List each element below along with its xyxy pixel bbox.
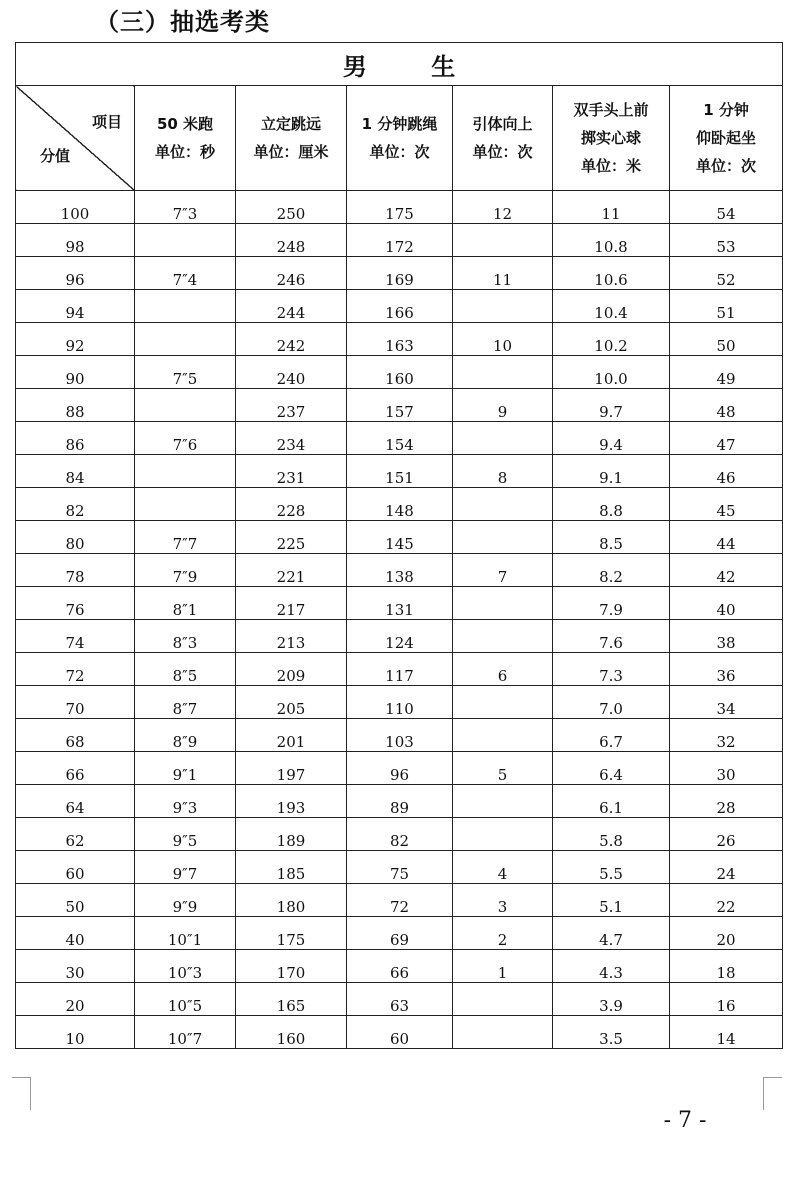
value-cell: 244 [236, 290, 347, 323]
column-header-line: 掷实心球 [580, 129, 641, 147]
value-cell: 10.0 [553, 356, 670, 389]
value-cell: 9.7 [553, 389, 670, 422]
score-cell: 84 [16, 455, 135, 488]
score-cell: 98 [16, 224, 135, 257]
column-header-line: 单位：米 [580, 157, 641, 175]
value-cell: 231 [236, 455, 347, 488]
column-header-line: 引体向上 [472, 115, 533, 133]
score-cell: 62 [16, 818, 135, 851]
value-cell: 53 [670, 224, 783, 257]
value-cell: 9″5 [135, 818, 236, 851]
value-cell: 5.5 [553, 851, 670, 884]
score-cell: 94 [16, 290, 135, 323]
column-header-line: 单位：次 [472, 143, 533, 161]
value-cell: 5.1 [553, 884, 670, 917]
value-cell: 205 [236, 686, 347, 719]
page-number: - 7 - [663, 1108, 707, 1133]
value-cell: 160 [236, 1016, 347, 1049]
value-cell: 10.8 [553, 224, 670, 257]
value-cell: 2 [453, 917, 553, 950]
table-row [16, 257, 783, 290]
table-row [16, 389, 783, 422]
table-row [16, 884, 783, 917]
value-cell: 14 [670, 1016, 783, 1049]
value-cell [453, 224, 553, 257]
score-cell: 76 [16, 587, 135, 620]
value-cell: 189 [236, 818, 347, 851]
value-cell: 163 [347, 323, 453, 356]
value-cell: 4.3 [553, 950, 670, 983]
column-header-line: 双手头上前 [573, 101, 649, 119]
value-cell: 148 [347, 488, 453, 521]
column-header-line: 单位：秒 [154, 143, 215, 161]
table-row [16, 323, 783, 356]
table-row [16, 950, 783, 983]
value-cell: 32 [670, 719, 783, 752]
score-cell: 66 [16, 752, 135, 785]
diagonal-header-cell [16, 86, 135, 191]
value-cell: 7 [453, 554, 553, 587]
score-cell: 86 [16, 422, 135, 455]
value-cell: 4.7 [553, 917, 670, 950]
value-cell: 8″5 [135, 653, 236, 686]
score-cell: 88 [16, 389, 135, 422]
value-cell: 3 [453, 884, 553, 917]
value-cell [453, 422, 553, 455]
value-cell: 63 [347, 983, 453, 1016]
value-cell: 3.5 [553, 1016, 670, 1049]
value-cell: 165 [236, 983, 347, 1016]
column-header-line: 单位：厘米 [253, 143, 329, 161]
value-cell: 7.6 [553, 620, 670, 653]
value-cell: 45 [670, 488, 783, 521]
value-cell: 22 [670, 884, 783, 917]
value-cell [135, 323, 236, 356]
value-cell: 242 [236, 323, 347, 356]
value-cell: 75 [347, 851, 453, 884]
score-cell: 10 [16, 1016, 135, 1049]
value-cell: 170 [236, 950, 347, 983]
column-header [135, 86, 236, 191]
value-cell: 11 [453, 257, 553, 290]
score-table-body [16, 191, 783, 1049]
value-cell [135, 488, 236, 521]
column-header [670, 86, 783, 191]
table-row [16, 653, 783, 686]
value-cell [453, 587, 553, 620]
value-cell: 240 [236, 356, 347, 389]
value-cell: 145 [347, 521, 453, 554]
value-cell: 124 [347, 620, 453, 653]
value-cell: 6.1 [553, 785, 670, 818]
value-cell: 18 [670, 950, 783, 983]
value-cell: 7″4 [135, 257, 236, 290]
value-cell: 10.2 [553, 323, 670, 356]
value-cell: 131 [347, 587, 453, 620]
value-cell: 50 [670, 323, 783, 356]
table-row [16, 224, 783, 257]
value-cell: 138 [347, 554, 453, 587]
value-cell: 180 [236, 884, 347, 917]
value-cell: 9″3 [135, 785, 236, 818]
value-cell: 8.2 [553, 554, 670, 587]
value-cell: 44 [670, 521, 783, 554]
table-row [16, 290, 783, 323]
table-row [16, 1016, 783, 1049]
value-cell: 89 [347, 785, 453, 818]
value-cell: 7″7 [135, 521, 236, 554]
value-cell [453, 290, 553, 323]
table-row [16, 686, 783, 719]
value-cell: 24 [670, 851, 783, 884]
value-cell: 7.0 [553, 686, 670, 719]
value-cell: 10.6 [553, 257, 670, 290]
value-cell: 51 [670, 290, 783, 323]
value-cell: 52 [670, 257, 783, 290]
gender-title-row [16, 43, 783, 86]
value-cell: 8″1 [135, 587, 236, 620]
value-cell: 110 [347, 686, 453, 719]
score-cell: 64 [16, 785, 135, 818]
score-cell: 78 [16, 554, 135, 587]
value-cell: 213 [236, 620, 347, 653]
value-cell: 10 [453, 323, 553, 356]
value-cell: 47 [670, 422, 783, 455]
value-cell: 26 [670, 818, 783, 851]
value-cell: 7″6 [135, 422, 236, 455]
value-cell: 1 [453, 950, 553, 983]
value-cell: 10″5 [135, 983, 236, 1016]
value-cell: 9.1 [553, 455, 670, 488]
column-header [236, 86, 347, 191]
score-cell: 20 [16, 983, 135, 1016]
value-cell: 248 [236, 224, 347, 257]
value-cell: 175 [347, 191, 453, 224]
value-cell: 197 [236, 752, 347, 785]
value-cell: 6.4 [553, 752, 670, 785]
value-cell: 10.4 [553, 290, 670, 323]
value-cell: 42 [670, 554, 783, 587]
value-cell: 6.7 [553, 719, 670, 752]
value-cell: 7″9 [135, 554, 236, 587]
value-cell: 9″9 [135, 884, 236, 917]
value-cell [453, 686, 553, 719]
table-row [16, 488, 783, 521]
diagonal-header-score-label: 分值 [40, 147, 71, 165]
column-header-line: 仰卧起坐 [696, 129, 757, 147]
value-cell: 7.9 [553, 587, 670, 620]
value-cell [453, 620, 553, 653]
value-cell [135, 224, 236, 257]
table-row [16, 620, 783, 653]
table-row [16, 917, 783, 950]
value-cell: 228 [236, 488, 347, 521]
diagonal-header-item-label: 项目 [91, 113, 122, 131]
column-header [347, 86, 453, 191]
value-cell: 157 [347, 389, 453, 422]
value-cell: 9.4 [553, 422, 670, 455]
value-cell: 166 [347, 290, 453, 323]
value-cell: 7″5 [135, 356, 236, 389]
table-row [16, 521, 783, 554]
value-cell: 72 [347, 884, 453, 917]
value-cell: 46 [670, 455, 783, 488]
value-cell: 66 [347, 950, 453, 983]
value-cell: 4 [453, 851, 553, 884]
value-cell: 20 [670, 917, 783, 950]
score-cell: 100 [16, 191, 135, 224]
value-cell [453, 521, 553, 554]
value-cell: 6 [453, 653, 553, 686]
value-cell [453, 719, 553, 752]
value-cell: 34 [670, 686, 783, 719]
score-cell: 72 [16, 653, 135, 686]
section-title: （三）抽选考类 [95, 8, 270, 36]
value-cell: 193 [236, 785, 347, 818]
table-row [16, 785, 783, 818]
column-header-line: 立定跳远 [260, 115, 321, 133]
value-cell: 28 [670, 785, 783, 818]
column-header-row [16, 86, 783, 191]
score-cell: 68 [16, 719, 135, 752]
value-cell: 69 [347, 917, 453, 950]
table-row [16, 851, 783, 884]
value-cell [453, 356, 553, 389]
value-cell: 54 [670, 191, 783, 224]
table-row [16, 818, 783, 851]
column-header-line: 1 分钟跳绳 [361, 115, 438, 133]
value-cell: 48 [670, 389, 783, 422]
value-cell: 82 [347, 818, 453, 851]
value-cell: 250 [236, 191, 347, 224]
score-cell: 30 [16, 950, 135, 983]
value-cell: 7″3 [135, 191, 236, 224]
value-cell: 185 [236, 851, 347, 884]
value-cell: 8 [453, 455, 553, 488]
gender-title: 男 生 [16, 43, 783, 86]
value-cell: 160 [347, 356, 453, 389]
value-cell: 10″3 [135, 950, 236, 983]
value-cell: 103 [347, 719, 453, 752]
column-header-line: 50 米跑 [156, 115, 214, 133]
value-cell: 175 [236, 917, 347, 950]
value-cell: 60 [347, 1016, 453, 1049]
score-cell: 90 [16, 356, 135, 389]
score-cell: 74 [16, 620, 135, 653]
value-cell: 151 [347, 455, 453, 488]
value-cell: 237 [236, 389, 347, 422]
score-cell: 50 [16, 884, 135, 917]
table-row [16, 191, 783, 224]
value-cell: 117 [347, 653, 453, 686]
value-cell: 8″3 [135, 620, 236, 653]
value-cell: 8.5 [553, 521, 670, 554]
score-cell: 82 [16, 488, 135, 521]
score-cell: 60 [16, 851, 135, 884]
value-cell: 169 [347, 257, 453, 290]
value-cell [453, 488, 553, 521]
value-cell: 201 [236, 719, 347, 752]
value-cell: 154 [347, 422, 453, 455]
value-cell: 234 [236, 422, 347, 455]
value-cell: 221 [236, 554, 347, 587]
value-cell: 246 [236, 257, 347, 290]
boys-score-table [15, 42, 783, 1049]
value-cell [453, 785, 553, 818]
table-row [16, 752, 783, 785]
value-cell: 11 [553, 191, 670, 224]
table-row [16, 356, 783, 389]
value-cell: 49 [670, 356, 783, 389]
value-cell: 38 [670, 620, 783, 653]
value-cell [453, 818, 553, 851]
footer-corner-mark-left [12, 1077, 31, 1110]
value-cell: 36 [670, 653, 783, 686]
score-cell: 70 [16, 686, 135, 719]
value-cell: 9″7 [135, 851, 236, 884]
value-cell [453, 983, 553, 1016]
column-header-line: 1 分钟 [703, 101, 749, 119]
value-cell: 10″1 [135, 917, 236, 950]
column-header-line: 单位：次 [369, 143, 430, 161]
value-cell: 172 [347, 224, 453, 257]
table-row [16, 554, 783, 587]
value-cell: 9 [453, 389, 553, 422]
score-cell: 40 [16, 917, 135, 950]
value-cell [453, 1016, 553, 1049]
value-cell: 16 [670, 983, 783, 1016]
score-cell: 96 [16, 257, 135, 290]
value-cell [135, 290, 236, 323]
footer-corner-mark-right [763, 1077, 782, 1110]
value-cell: 12 [453, 191, 553, 224]
value-cell: 5.8 [553, 818, 670, 851]
value-cell [135, 455, 236, 488]
table-row [16, 983, 783, 1016]
table-row [16, 455, 783, 488]
score-cell: 80 [16, 521, 135, 554]
table-row [16, 587, 783, 620]
value-cell: 225 [236, 521, 347, 554]
value-cell: 209 [236, 653, 347, 686]
score-cell: 92 [16, 323, 135, 356]
value-cell: 5 [453, 752, 553, 785]
column-header-line: 单位：次 [696, 157, 757, 175]
value-cell: 7.3 [553, 653, 670, 686]
table-row [16, 719, 783, 752]
value-cell: 8″9 [135, 719, 236, 752]
value-cell: 10″7 [135, 1016, 236, 1049]
value-cell: 217 [236, 587, 347, 620]
value-cell: 96 [347, 752, 453, 785]
value-cell [135, 389, 236, 422]
column-header [553, 86, 670, 191]
value-cell: 3.9 [553, 983, 670, 1016]
value-cell: 8.8 [553, 488, 670, 521]
value-cell: 30 [670, 752, 783, 785]
table-row [16, 422, 783, 455]
value-cell: 9″1 [135, 752, 236, 785]
value-cell: 8″7 [135, 686, 236, 719]
column-header [453, 86, 553, 191]
value-cell: 40 [670, 587, 783, 620]
